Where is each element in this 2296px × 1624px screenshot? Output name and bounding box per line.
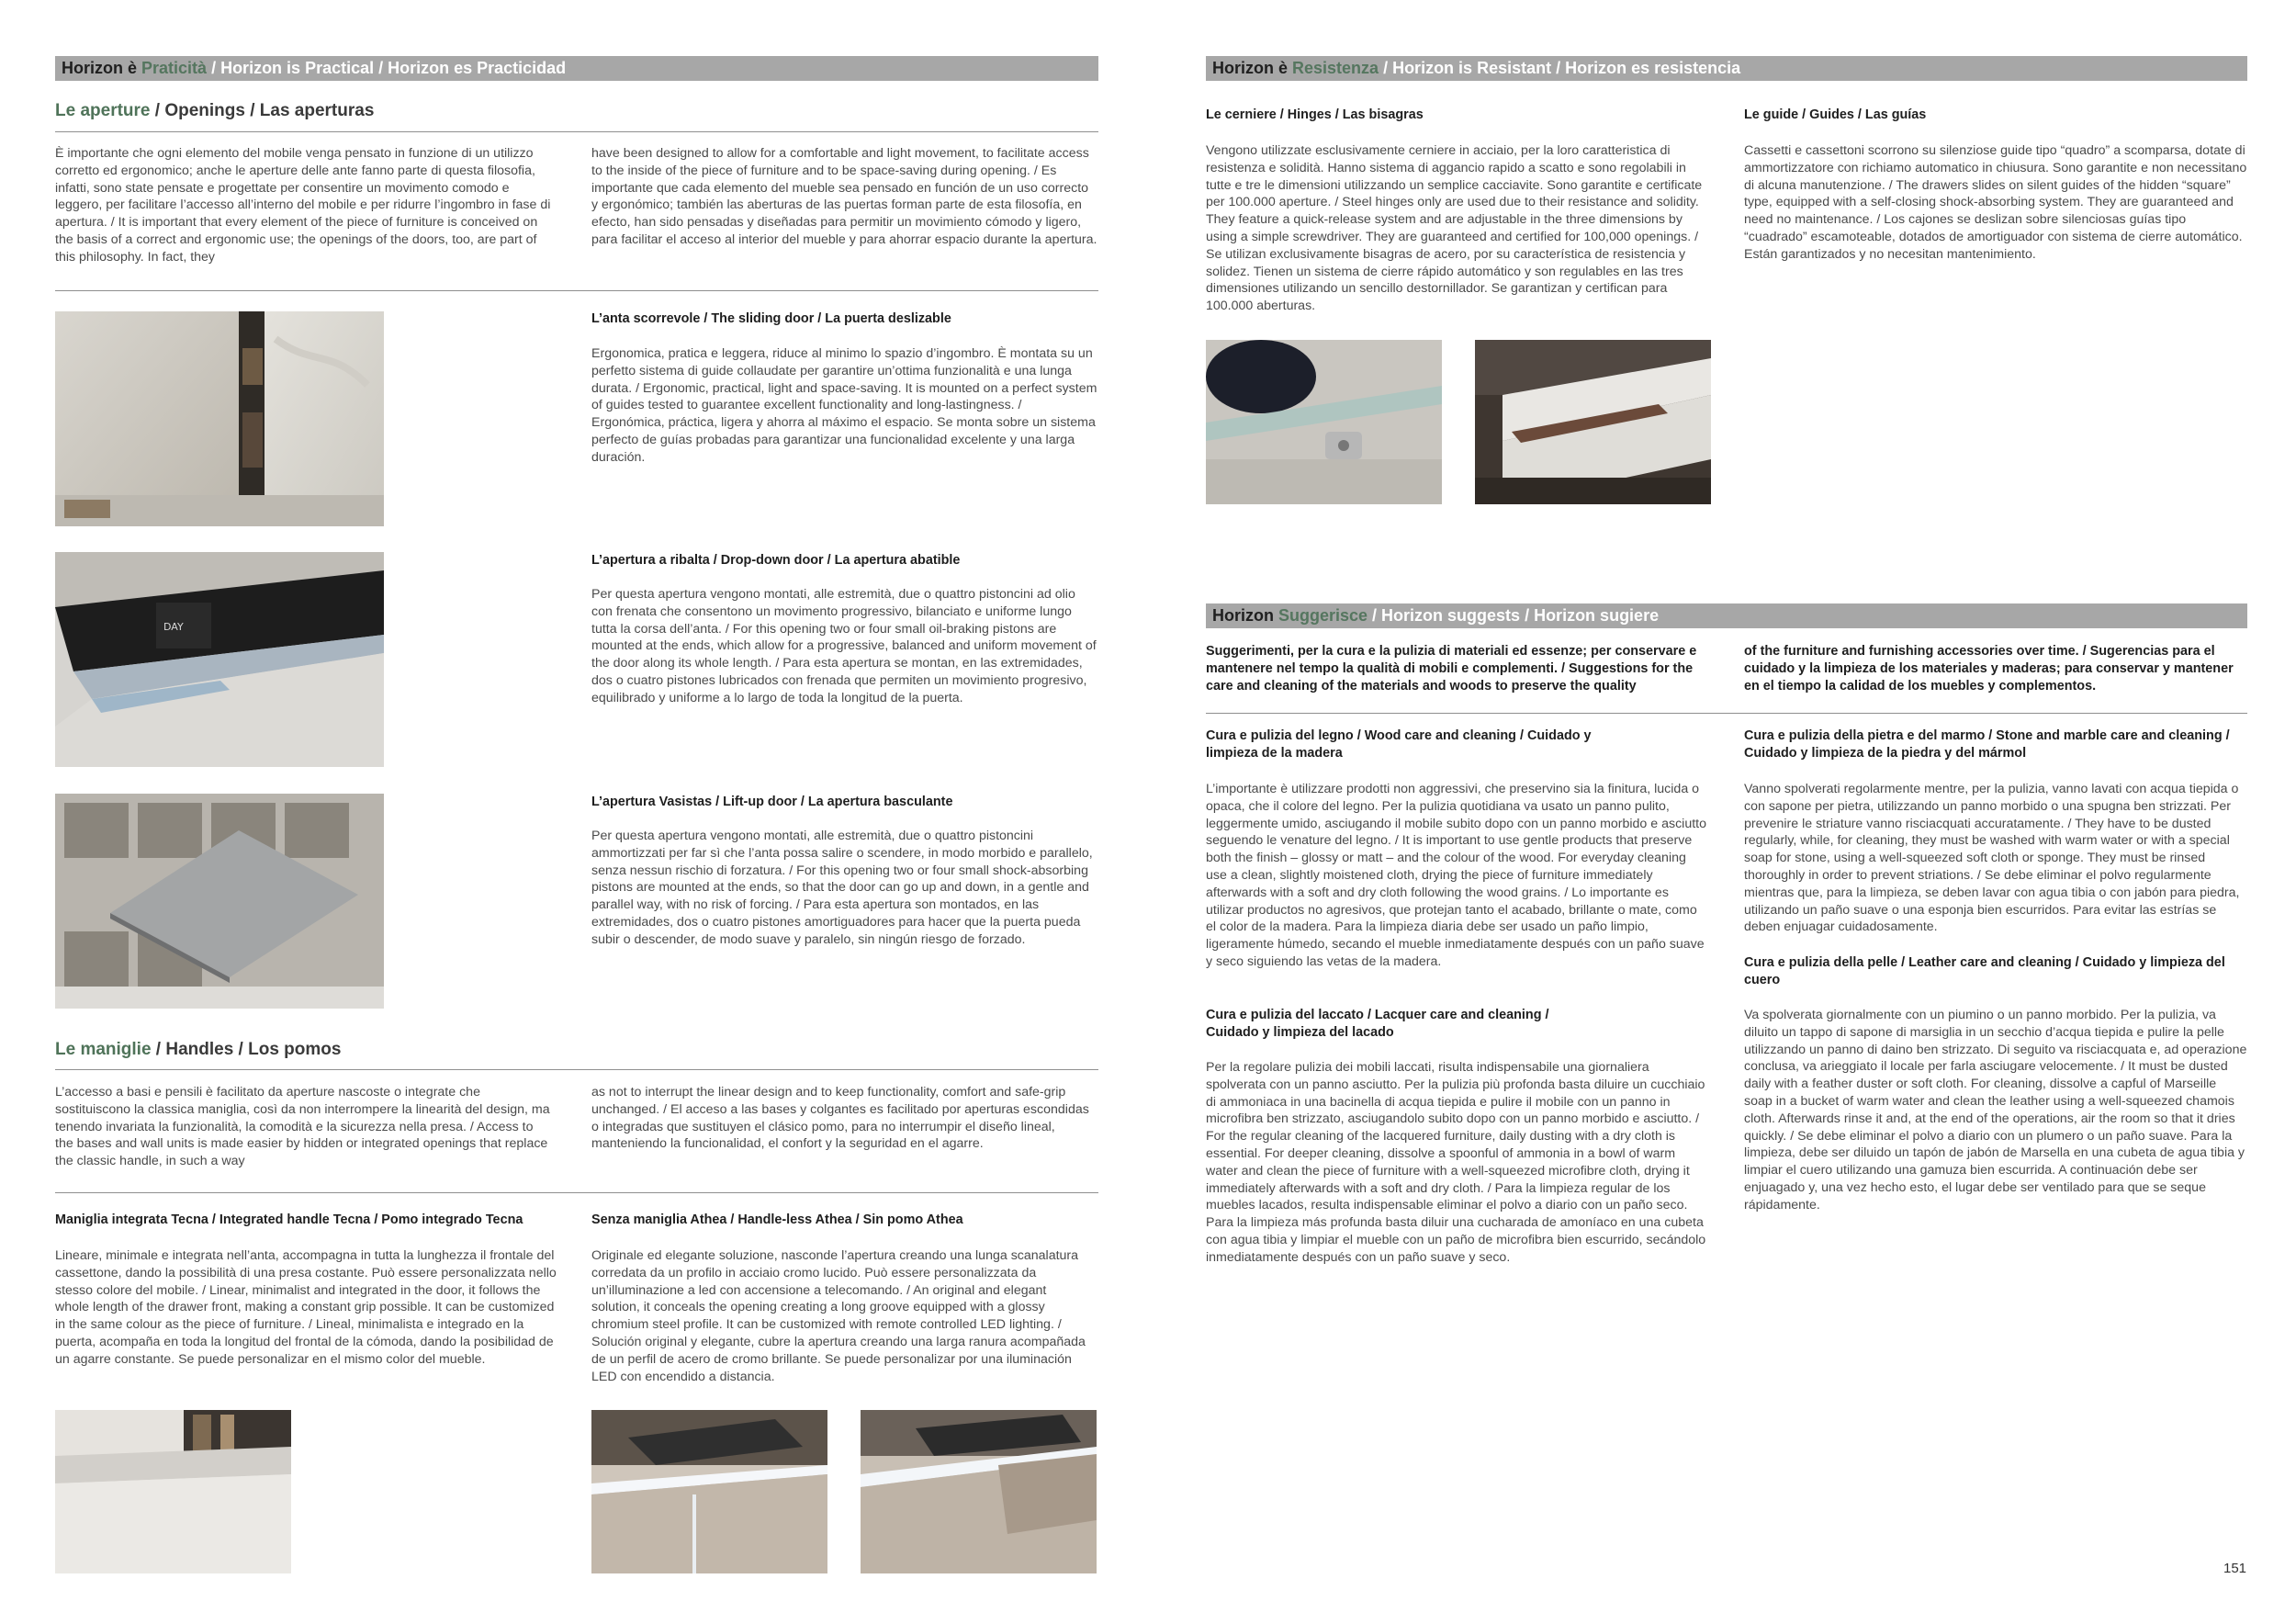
banner-rest: / Horizon is Practical / Horizon es Practicidad: [207, 59, 567, 77]
leather-body: Va spolverata giornalmente con un piumino o un panno morbido. Per la pulizia, va diluito un tappo di sapone di marsiglia in un secchio d’acqua tiepida e pulire la pelle utilizzando un panno di daino ben strizzato. Di seguito va risciacquata e, ad operazione conclusa, va arieggiato il locale per farla asciugare velocemente. / It must be dusted daily with a feather duster or soft cloth. For cleaning, dissolve a capful of Marseille soap in a bucket of warm water and clean the leather using a well-squeezed chamois cloth. Afterwards rinse it and, at the end of the operations, air the room so that it dries quickly. / Se debe eliminar el polvo a diario con un plumero o un paño suave. Para la limpieza, debe ser diluido un tapón de jabón de Marsella en una cubeta de agua tibia y limpiar el cuero utilizando una gamuza bien escurrida. A continuación debe ser enjuagado y, una vez hecho esto, el lugar debe ser ventilado para que se seque rápidamente.: [1744, 1008, 2247, 1212]
handles-intro-col2: as not to interrupt the linear design and to keep functionality, comfort and safe-grip unchanged. / El acceso a las bases y colgantes es facilitado por aperturas escondidas o integradas que sustituyen el clásico pomo, para no interrumpir el diseño lineal, manteniendo la funcionalidad, el confort y la seguridad en el agarre.: [591, 1085, 1089, 1152]
openings-intro-rule: [55, 290, 1098, 291]
banner1-accent: Resistenza: [1292, 59, 1379, 77]
sliding-door-body: Ergonomica, pratica e leggera, riduce al minimo lo spazio d’ingombro. È montata su un perfetto sistema di guide collaudate per garantire un’ottima funzionalità e una lunga durata. / Ergonomic, practical, light and space-saving. It is mounted on a perfect system of guides tested to guarantee excellent functionality and long-lastingness. / Ergonómica, práctica, ligera y ahorra al máximo el espacio. Se monta sobre un sistema perfecto de guías probadas para garantizar una funcionalidad excelente y una larga duración.: [591, 346, 1097, 465]
drop-down-door-image: [55, 552, 384, 767]
wood-heading: Cura e pulizia del legno / Wood care and cleaning / Cuidado y limpieza de la madera: [1206, 728, 1592, 761]
drop-down-door-body: Per questa apertura vengono montati, alle estremità, due o quattro pistoncini ad olio con frenata che consentono un movimento progressivo, bilanciato e uniforme lungo tutta la corsa dell’anta. / For this opening two or four small oil-braking pistons are mounted at the ends, which allow for a progressive, balanced and uniform movement of the door along its whole length. / Para esta apertura se montan, en las extremidades, dos o cuatro pistones lubricados con frenada que permiten un movimiento progresivo, equilibrado y uniforme a lo largo de toda la longitud de la puerta.: [591, 587, 1097, 705]
openings-rule: [55, 131, 1098, 132]
sliding-door-image: [55, 311, 384, 526]
page-number: 151: [2223, 1561, 2247, 1576]
openings-intro-col1: È importante che ogni elemento del mobile venga pensato in funzione di un utilizzo corretto ed ergonomico; anche le aperture delle ante fanno parte di questa filosofia, infatti, sono state pensate e progettate per consentire un movimento comodo e leggero, per facilitare l’accesso all’interno del mobile e per ridurre l’ingombro in fase di apertura. / It is important that every element of the piece of furniture is conceived on the basis of a correct and ergonomic use; the openings of the doors, too, are part of this philosophy. In fact, they: [55, 146, 551, 265]
drop-down-door-heading: L’apertura a ribalta / Drop-down door / La apertura abatible: [591, 553, 961, 568]
athea-heading: Senza maniglia Athea / Handle-less Athea / Sin pomo Athea: [591, 1212, 963, 1227]
lift-up-door-image: [55, 794, 384, 1009]
handles-rule: [55, 1069, 1098, 1070]
athea-body: Originale ed elegante soluzione, nasconde l’apertura creando una lunga scanalatura corredata da un profilo in acciaio cromo lucido. Può essere personalizzata da un’illuminazione a led con accensione a telecomando. / An original and elegant solution, it conceals the opening creating a long groove equipped with a glossy chromium steel profile. It can be customized with remote controlled LED lighting. / Solución original y elegante, cubre la apertura creando una larga ranura acompañada de un perfil de acero de cromo brillante. Se puede personalizar por una iluminación LED con encendido a distancia.: [591, 1248, 1086, 1384]
handles-title: [55, 1040, 341, 1060]
tecna-body: Lineare, minimale e integrata nell’anta, accompagna in tutta la lunghezza il frontale del cassettone, dando la possibilità di una presa costante. Può essere personalizzata nello stesso colore del mobile. / Linear, minimalist and integrated in the door, it follows the whole length of the drawer front, making a constant grip possible. It can be customized in the same colour as the piece of furniture. / Lineal, minimalista e integrado en la puerta, acompaña en toda la longitud del frontal de la cómoda, dando la posibilidad de un agarre constante. Se puede personalizar en el mismo color del mueble.: [55, 1248, 557, 1367]
practicality-banner: [55, 56, 1098, 81]
stone-heading: Cura e pulizia della pietra e del marmo / Stone and marble care and cleaning / Cuidado y limpieza de la piedra y del mármol: [1744, 728, 2230, 761]
openings-intro-col2: have been designed to allow for a comfortable and light movement, to facilitate access to the inside of the piece of furniture and to be space-saving during opening. / Es importante que cada elemento del mueble sea pensado en función de un uso correcto y ergonómico; también las aberturas de las puertas forman parte de esta filosofía, en efecto, han sido pensadas y diseñadas para permitir un movimiento cómodo y ligero, para facilitar el acceso al interior del mueble y para ahorrar espacio durante la apertura.: [591, 146, 1097, 247]
resistance-banner: [1206, 56, 2247, 81]
guides-body: Cassetti e cassettoni scorrono su silenziose guide tipo “quadro” a scomparsa, dotate di ammortizzatore con richiamo automatico in chiusura. Sono garantite e non necessitano di alcuna manutenzione. / The drawers slides on silent guides of the hidden “square” type, equipped with a self-closing shock-absorbing system. They are guaranteed and need no maintenance. / Los cajones se deslizan sobre silenciosas guías tipo “cuadrado” escamoteable, dotados de amortiguador con sistema de cierre automático. Están garantizados y no necesitan mantenimiento.: [1744, 143, 2247, 262]
suggest-intro-col2: of the furniture and furnishing accessories over time. / Sugerencias para el cuidado y la limpieza de los materiales y maderas; para conservar y mantener en el tiempo la calidad de los muebles y complementos.: [1744, 644, 2234, 694]
lift-up-door-body: Per questa apertura vengono montati, alle estremità, due o quattro pistoncini ammortizzati per far sì che l’anta possa salire o scendere, in modo morbido e parallelo, senza nessun rischio di forzatura. / For this opening two or four small shock-absorbing pistons are mounted at the ends, so that the door can go up and down, in a gentle and parallel way, with no risk of forcing. / Para esta apertura son montados, en las extremidades, dos o cuatro pistones amortiguadores para hacer que la puerta pueda subir o descender, de modo suave y paralelo, sin ningún riesgo de forzado.: [591, 829, 1093, 947]
lacquer-body: Per la regolare pulizia dei mobili laccati, risulta indispensabile una giornaliera spolverata con un panno asciutto. Per la pulizia più profonda basta diluire un cucchiaio di ammoniaca in una bacinella di acqua tiepida e pulire il mobile con un panno in microfibra ben strizzato, asciugandolo subito dopo con un panno morbido e asciutto. / For the regular cleaning of the lacquered furniture, daily dusting with a dry cloth is essential. For deeper cleaning, dissolve a spoonful of ammonia in a bowl of warm water and clean the piece of furniture with a well-squeezed microfibre cloth, drying it immediately afterwards with a soft and dry cloth. / Para la limpieza regular de los muebles lacados, resulta indispensable eliminar el polvo a diario con un paño seco. Para la limpieza más profunda basta diluir una cucharada de amoníaco en una cubeta con agua tibia y limpiar el mueble con un paño de microfibra bien escurrido, secándolo inmediatamente después con un paño suave y seco.: [1206, 1060, 1706, 1265]
banner-accent: Praticità: [141, 59, 208, 77]
banner2-prefix: Horizon: [1212, 606, 1278, 625]
sliding-door-heading: L’anta scorrevole / The sliding door / La puerta deslizable: [591, 311, 951, 326]
athea-handle-image-2: [861, 1410, 1097, 1573]
banner-prefix: Horizon è: [62, 59, 142, 77]
wood-body: L’importante è utilizzare prodotti non aggressivi, che preservino sia la finitura, lucida o opaca, che il colore del legno. Per la pulizia quotidiana va usato un panno pulito, leggermente umido, asciugando il mobile subito dopo con un panno morbido e asciutto seguendo le venature del legno. / It is important to use gentle products that preserve both the finish – glossy or matt – and the colour of the wood. For everyday cleaning use a clean, slightly moistened cloth, drying the piece of furniture immediately afterwards with a soft and dry cloth following the wood grains. / Lo importante es utilizar productos no agresivos, que protejan tanto el acabado, brillante o mate, como el color de la madera. Para la limpieza diaria debe ser usado un paño limpio, ligeramente húmedo, secando el mueble inmediatamente después con un paño suave y seco siguiendo las vetas de la madera.: [1206, 782, 1706, 969]
hinge-image: [1206, 340, 1442, 504]
guides-image: [1475, 340, 1711, 504]
tecna-heading: Maniglia integrata Tecna / Integrated handle Tecna / Pomo integrado Tecna: [55, 1212, 523, 1227]
stone-body: Vanno spolverati regolarmente mentre, per la pulizia, vanno lavati con acqua tiepida o con sapone per pietra, utilizzando un panno morbido o una spugna ben strizzati. Per prevenire le striature vanno risciacquati accuratamente. / They have to be dusted regularly, while, for cleaning, they must be washed with warm water or with a special soap for stone, using a well-squeezed soft cloth or sponge. They must be rinsed thoroughly in order to prevent striations. / Se debe eliminar el polvo regularmente mientras que, para la limpieza, se deben lavar con agua tibia o con jabón para piedra, utilizando un paño suave o una esponja bien escurridos. Para evitar las estrías se deben enjuagar cuidadosamente.: [1744, 782, 2240, 935]
hinges-heading: Le cerniere / Hinges / Las bisagras: [1206, 107, 1424, 122]
lacquer-heading: Cura e pulizia del laccato / Lacquer care and cleaning / Cuidado y limpieza del lacado: [1206, 1008, 1549, 1040]
tecna-handle-image: [55, 1410, 291, 1573]
banner2-accent: Suggerisce: [1278, 606, 1368, 625]
suggests-banner: [1206, 603, 2247, 628]
athea-handle-image-1: [591, 1410, 827, 1573]
banner1-prefix: Horizon è: [1212, 59, 1293, 77]
suggest-rule: [1206, 713, 2247, 714]
handles-title-accent: Le maniglie: [55, 1040, 152, 1059]
svg-text:DAY: DAY: [163, 621, 184, 633]
openings-title-rest: / Openings / Las aperturas: [150, 101, 375, 120]
openings-title: [55, 101, 374, 121]
leather-heading: Cura e pulizia della pelle / Leather care and cleaning / Cuidado y limpieza del cuero: [1744, 955, 2225, 987]
hinges-body: Vengono utilizzate esclusivamente cerniere in acciaio, per la loro caratteristica di resistenza e solidità. Hanno sistema di aggancio rapido a scatto e sono regolabili in tutte e tre le dimensioni utilizzando un semplice cacciavite. Sono garantite e certificate per 100.000 aperture. / Steel hinges only are used due to their resistance and solidity. They feature a quick-release system and are adjustable in the three dimensions by using a simple screwdriver. They are guaranteed and certified for 100,000 openings. / Se utilizan exclusivamente bisagras de acero, por su característica de resistencia y solidez. Tienen un sistema de cierre rápido automático y son regulables en las tres dimensiones utilizando un sencillo destornillador. Se garantizan y certifican para 100.000 aberturas.: [1206, 143, 1703, 314]
handles-intro-col1: L’accesso a basi e pensili è facilitato da aperture nascoste o integrate che sostituiscono la classica maniglia, così da non interrompere la linearità del design, ma tenendo invariata la funzionalità, la comodità e la sicurezza nella presa. / Access to the bases and wall units is made easier by hidden or integrated openings that replace the classic handle, in such a way: [55, 1085, 550, 1169]
banner1-rest: / Horizon is Resistant / Horizon es resistencia: [1379, 59, 1741, 77]
lift-up-door-heading: L’apertura Vasistas / Lift-up door / La apertura basculante: [591, 795, 953, 809]
suggest-intro-col1: Suggerimenti, per la cura e la pulizia di materiali ed essenze; per conservare e mantenere nel tempo la qualità di mobili e complementi. / Suggestions for the care and cleaning of the materials and woods to preserve the quality: [1206, 644, 1697, 694]
openings-title-accent: Le aperture: [55, 101, 151, 120]
guides-heading: Le guide / Guides / Las guías: [1744, 107, 1927, 122]
banner2-rest: / Horizon suggests / Horizon sugiere: [1367, 606, 1660, 625]
handles-title-rest: / Handles / Los pomos: [151, 1040, 342, 1059]
handles-intro-rule: [55, 1192, 1098, 1193]
